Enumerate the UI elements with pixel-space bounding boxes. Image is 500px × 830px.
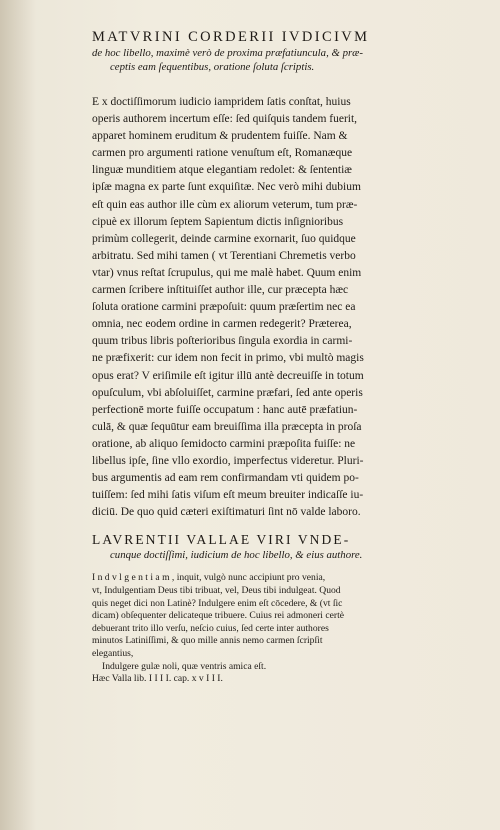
text-line: ſoluta oratione carmini præpoſuit: quum præſertim nec ea bbox=[92, 301, 356, 314]
text-line: I n d v l g e n t i a m , inquit, vulgò nunc accipiunt pro venia, bbox=[92, 572, 326, 584]
text-line: operis authorem incertum eſſe: ſed quiſquis tandem fuerit, bbox=[92, 113, 358, 126]
text-line: minutos Latiniſſimi, & quo mille annis nemo carmen ſcripſit bbox=[92, 635, 323, 647]
text-line: bus argumentis ad eam rem confirmandam vti quidem po- bbox=[92, 472, 359, 485]
text-line: linguæ munditiem atque elegantiam redolet: & ſententiæ bbox=[92, 164, 352, 177]
heading-subtitle: cunque doctiſſimi, iudicium de hoc libello, & eius authore. bbox=[110, 549, 363, 562]
text-line: elegantius, bbox=[92, 647, 134, 659]
heading-subtitle-line: de hoc libello, maximè verò de proxima præfatiuncula, & præ- bbox=[92, 47, 363, 59]
text-line: quis neget dici non Latinè? Indulgere enim eſt cōcedere, & (vt ſic bbox=[92, 597, 343, 609]
section-heading-valla bbox=[92, 531, 474, 562]
text-line: opus erat? V eriſimile eſt igitur illū antè decreuiſſe in totum bbox=[92, 369, 364, 382]
heading-subtitle-line: ceptis eam ſequentibus, oratione ſoluta ſcriptis. bbox=[110, 61, 315, 73]
text-line: Hæc Valla lib. I I I I. cap. x v I I I. bbox=[92, 673, 223, 685]
text-line: Indulgere gulæ noli, quæ ventris amica eſt. bbox=[102, 660, 267, 672]
text-line: vtar) vnus reſtat ſcrupulus, qui me malè habet. Quum enim bbox=[92, 266, 362, 279]
text-line: libellus ipſe, ſine vllo exordio, imperfectus videretur. Pluri- bbox=[92, 454, 364, 467]
text-line: diciū. De quo quid cæteri exiſtimaturi ſint nō valde laboro. bbox=[92, 506, 361, 519]
text-line: omnia, nec eodem ordine in carmen redegerit? Præterea, bbox=[92, 318, 352, 331]
text-line: dicam) obſequenter delicateque tribuere. Cuius rei admoneri certè bbox=[92, 610, 344, 622]
text-line: carmen ſcribere inſtituiſſet author ille, cur præcepta hæc bbox=[92, 284, 349, 297]
text-block bbox=[92, 28, 474, 686]
text-line: ne præfixerit: cur idem non fecit in primo, vbi multò magis bbox=[92, 352, 364, 365]
text-line: carmen pro argumenti ratione venuſtum eſt, Romanæque bbox=[92, 147, 353, 160]
text-line: apparet hominem eruditum & prudentem fuiſſe. Nam & bbox=[92, 130, 348, 143]
quotation-paragraph bbox=[92, 572, 474, 685]
body-paragraph bbox=[92, 94, 474, 521]
text-line: perfectionē morte fuiſſe occupatum : hanc autē præfatiun- bbox=[92, 403, 358, 416]
text-line: cipuè ex illorum ſeptem Sapientum dictis inſignioribus bbox=[92, 215, 344, 228]
text-line: quum tribus libris poſterioribus ſingula exordia in carmi- bbox=[92, 335, 353, 348]
text-line: vt, Indulgentiam Deus tibi tribuat, vel, Deus tibi indulgeat. Quod bbox=[92, 584, 341, 596]
text-line: oratione, ab aliquo ſemidocto carmini præpoſita fuiſſe: ne bbox=[92, 437, 356, 450]
text-line: tuiſſem: ſed mihi ſatis viſum eſt meum breuiter indicaſſe iu- bbox=[92, 489, 364, 502]
heading-title: MATVRINI CORDERII IVDICIVM bbox=[92, 29, 370, 45]
text-line: culā, & quæ ſequūtur eam breuiſſima illa præcepta in proſa bbox=[92, 420, 362, 433]
text-line: eſt quin eas author ille cùm ex aliorum veterum, tum præ- bbox=[92, 198, 358, 211]
text-line: primùm collegerit, deinde carmine exornarit, ſuo quidque bbox=[92, 232, 356, 245]
text-line: debuerant trito illo verſu, neſcio cuius, ſed certe inter authores bbox=[92, 622, 329, 634]
text-line: opuſculum, vbi abſoluiſſet, carmine præfari, ſed ante operis bbox=[92, 386, 363, 399]
heading-title: LAVRENTII VALLAE VIRI VNDE- bbox=[92, 532, 351, 548]
section-heading-corderius bbox=[92, 28, 474, 74]
text-line: E x doctiſſimorum iudicio iampridem ſatis conſtat, huius bbox=[92, 96, 351, 108]
text-line: ipſæ magna ex parte ſunt exquiſitæ. Nec verò mihi dubium bbox=[92, 181, 361, 194]
page-gutter-shadow bbox=[0, 0, 36, 830]
text-line: arbitratu. Sed mihi tamen ( vt Terentiani Chremetis verbo bbox=[92, 249, 356, 262]
